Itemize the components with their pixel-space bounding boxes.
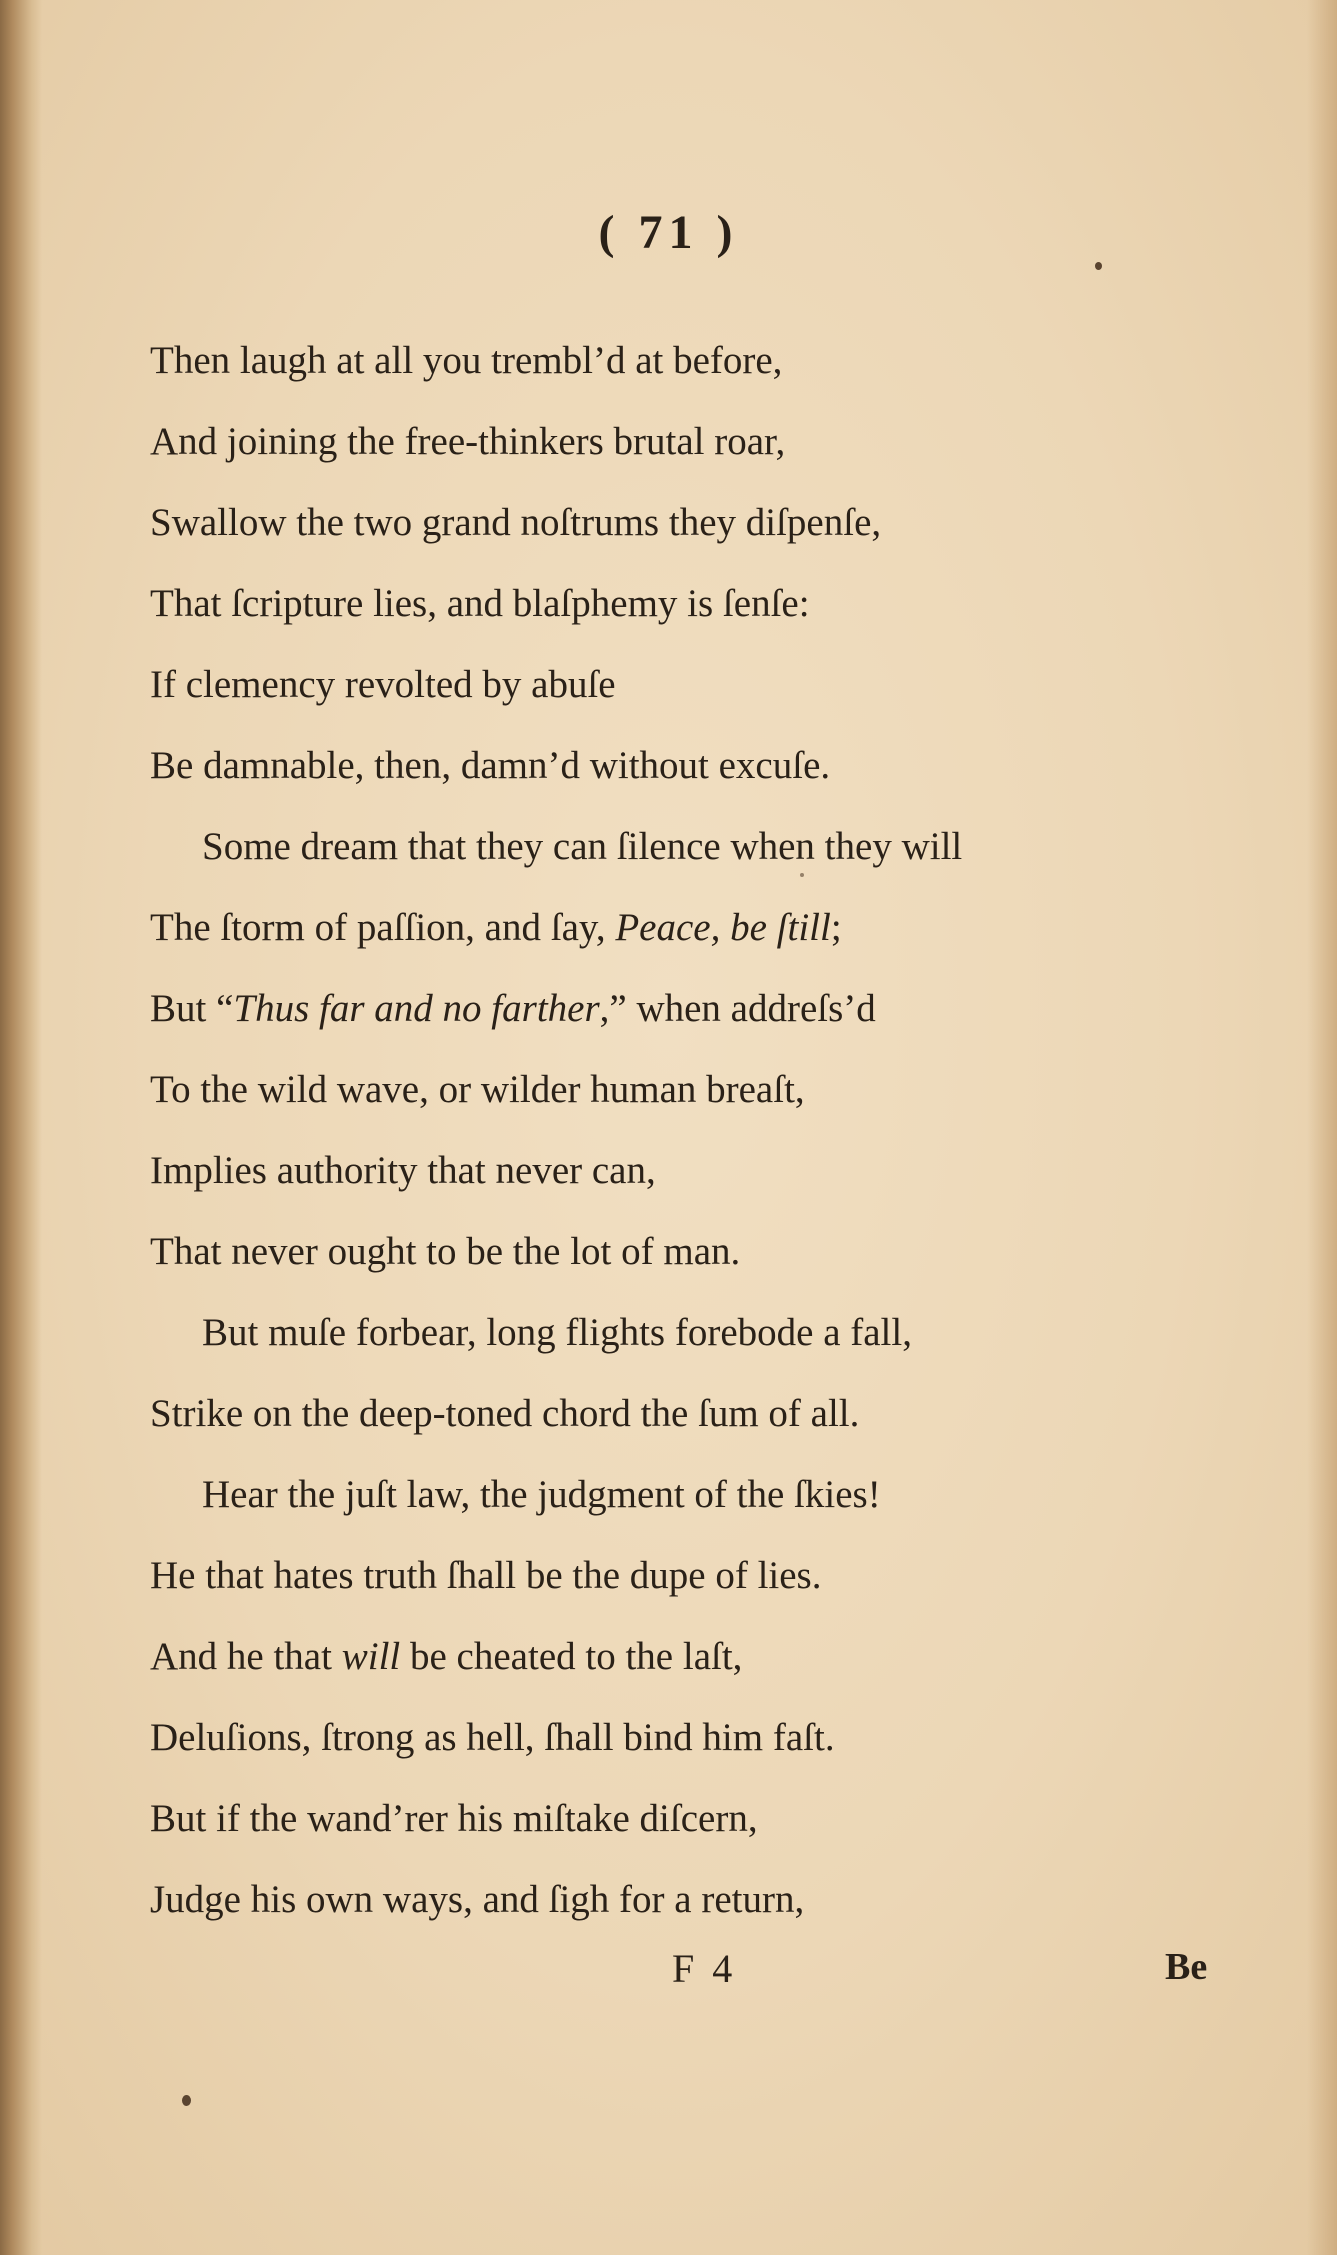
verse-line-9: But “Thus far and no farther,” when addreſs’d [150, 987, 876, 1030]
catchword: Be [1165, 1946, 1208, 1988]
ink-speck [1095, 262, 1102, 270]
verse-line-15: Hear the juſt law, the judgment of the ſkies! [202, 1473, 881, 1516]
verse-line-1: Then laugh at all you trembl’d at before, [150, 339, 783, 382]
verse-line-6: Be damnable, then, damn’d without excuſe. [150, 744, 831, 787]
italic-phrase: Peace, be ſtill [615, 906, 831, 949]
verse-line-10: To the wild wave, or wilder human breaſt, [150, 1068, 805, 1111]
verse-line-8: The ſtorm of paſſion, and ſay, Peace, be ſtill; [150, 906, 842, 949]
verse-line-12: That never ought to be the lot of man. [150, 1230, 741, 1273]
verse-line-18: Deluſions, ſtrong as hell, ſhall bind him faſt. [150, 1716, 835, 1759]
verse-line-14: Strike on the deep-toned chord the ſum of all. [150, 1392, 860, 1435]
signature-mark: F 4 [672, 1946, 737, 1991]
verse-line-19: But if the wand’rer his miſtake diſcern, [150, 1797, 758, 1840]
verse-line-4: That ſcripture lies, and blaſphemy is ſenſe: [150, 582, 810, 625]
verse-line-17: And he that will be cheated to the laſt, [150, 1635, 743, 1678]
page-right-edge [1307, 0, 1337, 2255]
verse-line-7: Some dream that they can ſilence when they will [202, 825, 963, 868]
verse-line-13: But muſe forbear, long flights forebode a fall, [202, 1311, 912, 1354]
italic-phrase: Thus far and no farther [233, 987, 600, 1030]
poem-verse [150, 320, 1260, 1940]
verse-line-5: If clemency revolted by abuſe [150, 663, 616, 706]
page-number: ( 71 ) [598, 206, 739, 259]
italic-phrase: will [341, 1635, 401, 1678]
verse-line-11: Implies authority that never can, [150, 1149, 656, 1192]
verse-line-2: And joining the free-thinkers brutal roar, [150, 420, 786, 463]
page-binding-edge [0, 0, 42, 2255]
ink-speck [800, 873, 804, 877]
verse-line-20: Judge his own ways, and ſigh for a return, [150, 1878, 805, 1921]
verse-line-3: Swallow the two grand noſtrums they diſpenſe, [150, 501, 882, 544]
verse-line-16: He that hates truth ſhall be the dupe of lies. [150, 1554, 822, 1597]
ink-speck [182, 2095, 191, 2106]
page-footer [0, 1945, 1337, 2005]
